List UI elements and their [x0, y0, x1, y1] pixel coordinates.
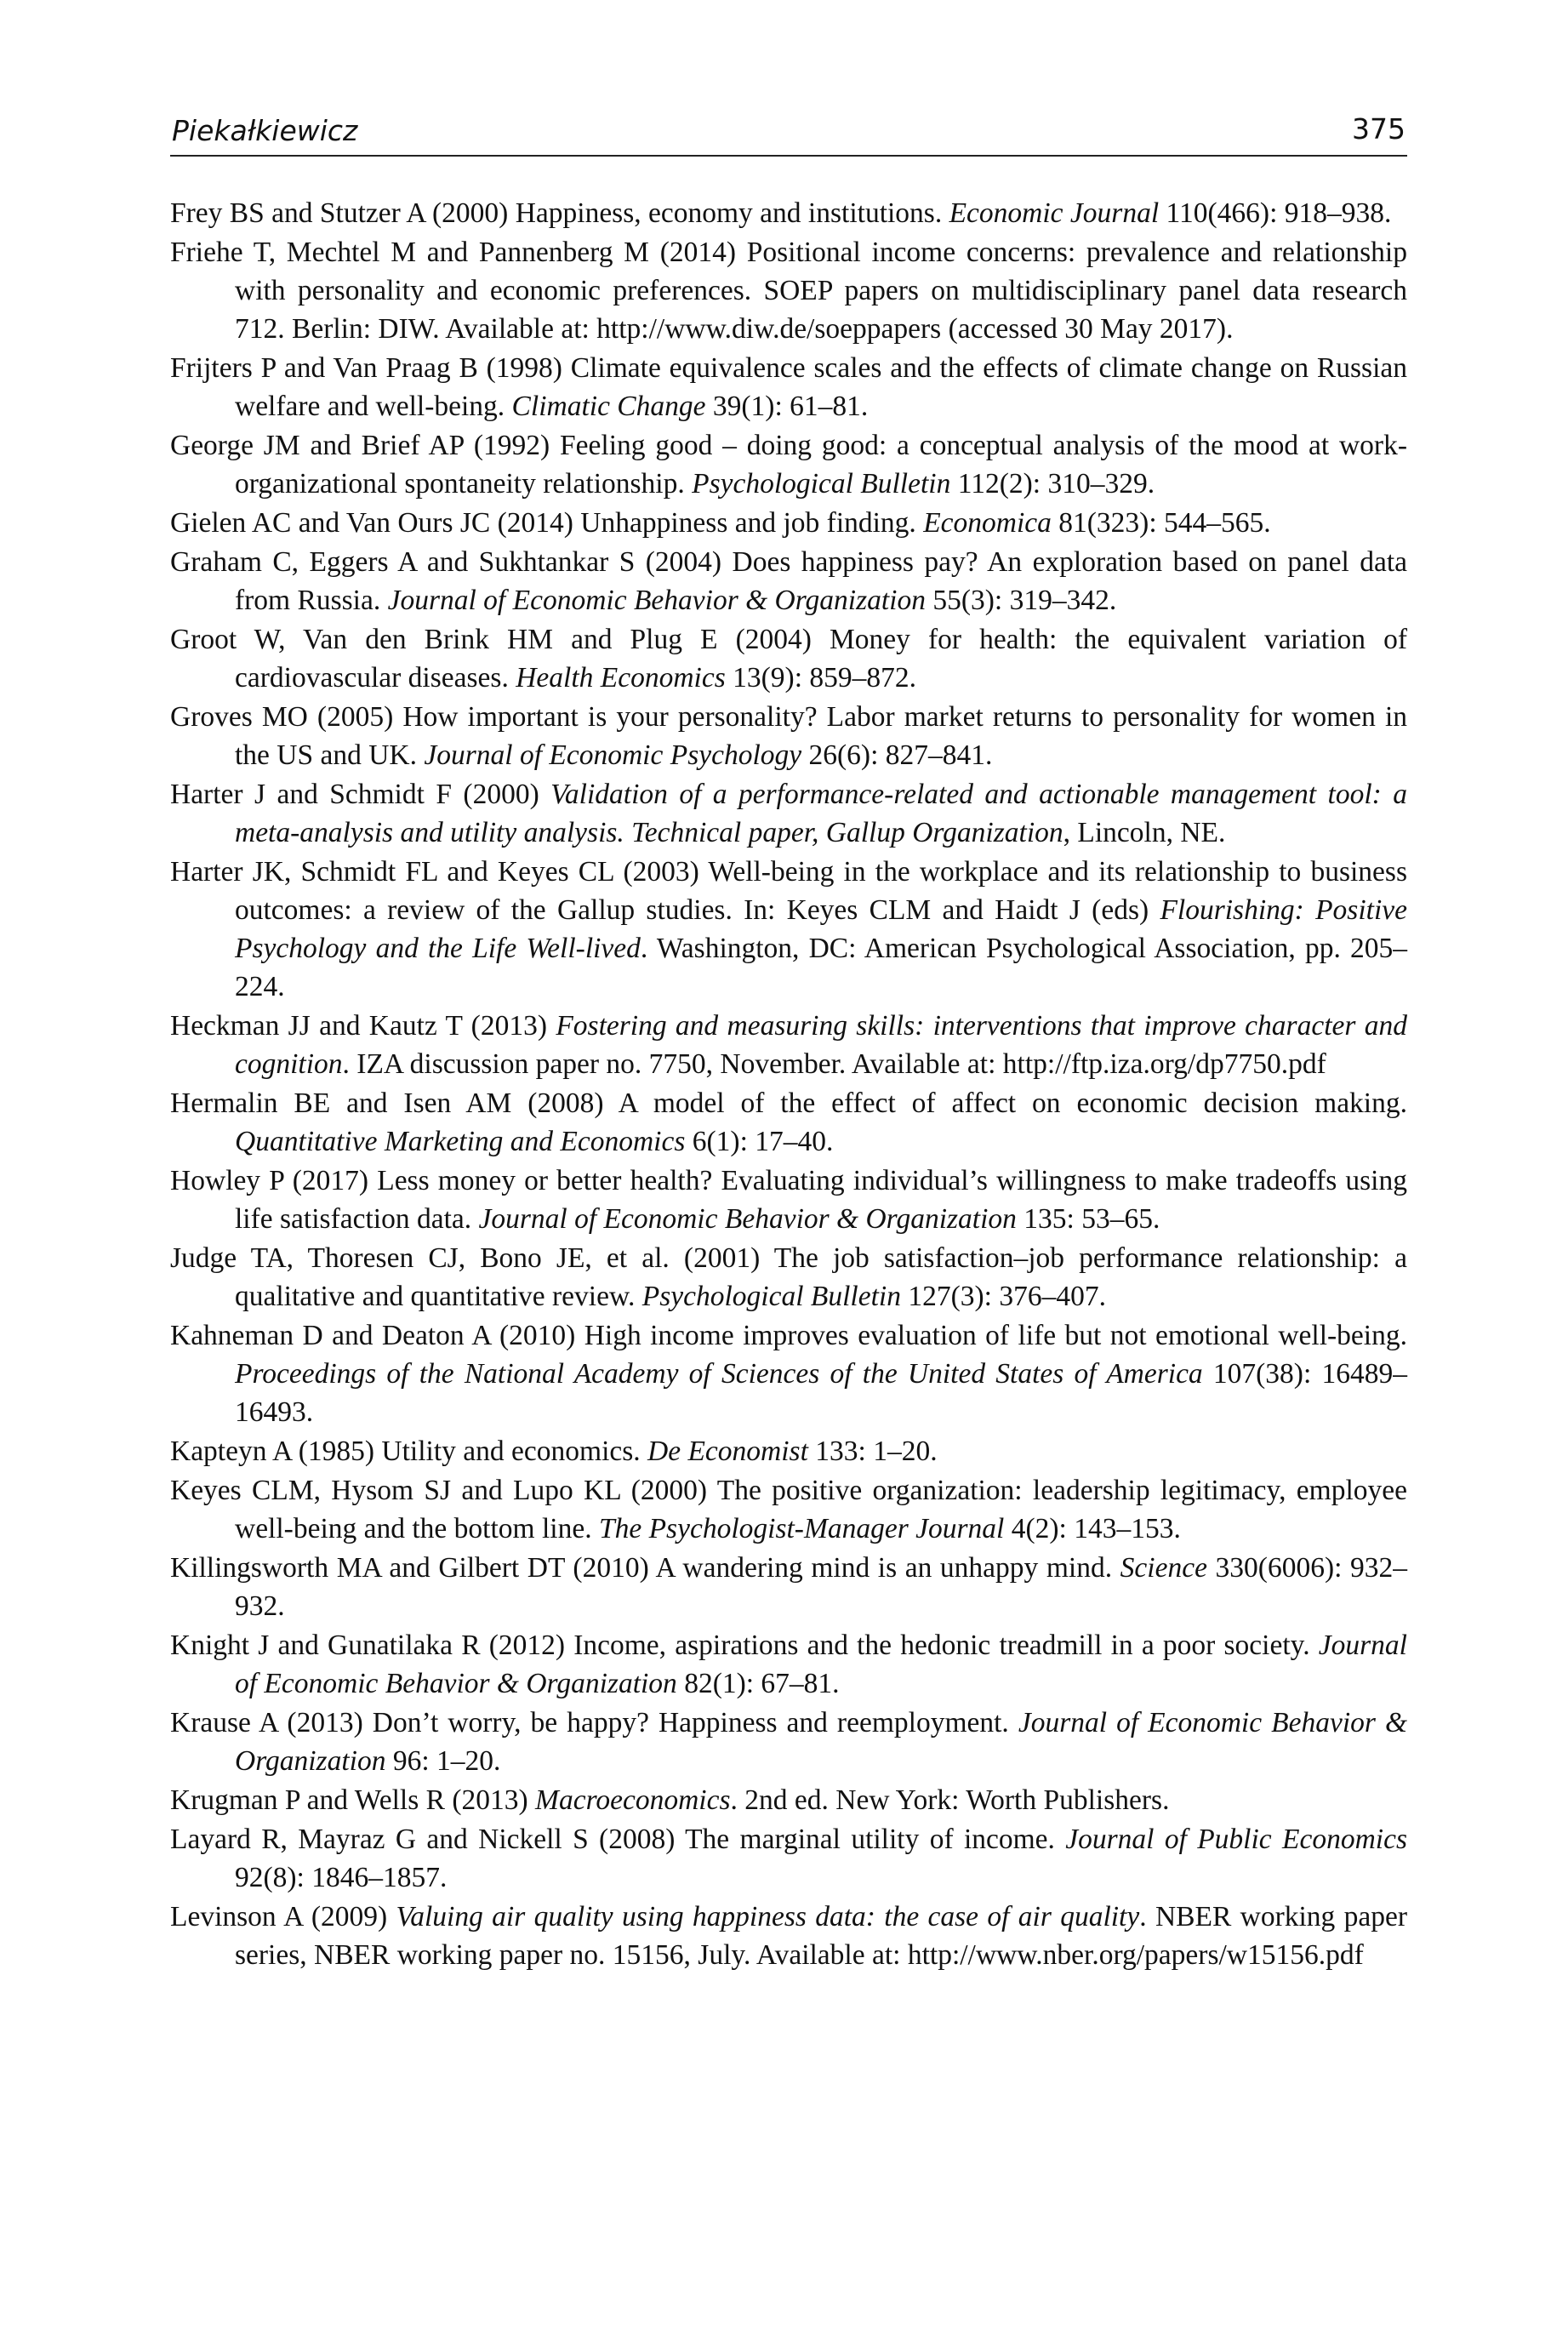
page-number: 375 — [1352, 112, 1405, 146]
reference-text-segment: 110(466): 918–938. — [1159, 197, 1392, 229]
reference-italic-segment: Economica — [923, 507, 1052, 539]
reference-italic-segment: Valuing air quality using happiness data: the case of air quality — [396, 1901, 1140, 1932]
reference-text-segment: Levinson A (2009) — [170, 1901, 396, 1932]
reference-text-segment: Graham C, Eggers A and Sukhtankar S (2004) Does happiness pay? An exploration based on panel data from Russia. — [170, 546, 1407, 616]
running-head: Piekałkiewicz — [172, 114, 358, 147]
reference-entry — [170, 1084, 1407, 1161]
reference-entry — [170, 698, 1407, 774]
reference-text-segment: . NBER working paper series, NBER working paper no. 15156, July. Available at: http://www.nber.org/papers/w15156.pdf — [235, 1901, 1408, 1971]
reference-text-segment: Knight J and Gunatilaka R (2012) Income, aspirations and the hedonic treadmill in a poor society. — [170, 1630, 1319, 1661]
reference-italic-segment: Journal of Economic Behavior & Organization — [387, 585, 926, 616]
reference-italic-segment: Journal of Economic Psychology — [424, 739, 802, 771]
reference-entry — [170, 233, 1407, 348]
reference-text-segment: . Washington, DC: American Psychological Association, pp. 205–224. — [235, 933, 1407, 1002]
reference-entry — [170, 1898, 1407, 1974]
reference-text-segment: 55(3): 319–342. — [926, 585, 1117, 616]
reference-text-segment: Harter J and Schmidt F (2000) — [170, 779, 551, 810]
reference-text-segment: 112(2): 310–329. — [950, 468, 1155, 500]
reference-entry — [170, 543, 1407, 619]
reference-text-segment: Frey BS and Stutzer A (2000) Happiness, economy and institutions. — [170, 197, 949, 229]
reference-italic-segment: Validation of a performance-related and actionable management tool: a meta-analysis and utility analysis. Technical paper, Gallup Organization — [235, 779, 1407, 848]
reference-entry — [170, 1432, 1407, 1470]
reference-text-segment: Heckman JJ and Kautz T (2013) — [170, 1010, 556, 1042]
reference-italic-segment: Journal of Economic Behavior & Organization — [235, 1630, 1407, 1699]
reference-text-segment: Krugman P and Wells R (2013) — [170, 1784, 536, 1816]
reference-text-segment: 127(3): 376–407. — [900, 1281, 1106, 1312]
reference-text-segment: Judge TA, Thoresen CJ, Bono JE, et al. (2001) The job satisfaction–job performance relationship: a qualitative and quantitative review. — [170, 1242, 1407, 1312]
reference-entry — [170, 775, 1407, 852]
reference-italic-segment: Flourishing: Positive Psychology and the Life Well-lived — [235, 894, 1407, 964]
reference-text-segment: Groves MO (2005) How important is your personality? Labor market returns to personality for women in the US and UK. — [170, 701, 1407, 771]
reference-text-segment: Kapteyn A (1985) Utility and economics. — [170, 1436, 648, 1467]
reference-text-segment: 96: 1–20. — [385, 1745, 501, 1777]
reference-text-segment: Friehe T, Mechtel M and Pannenberg M (2014) Positional income concerns: prevalence and relationship with personality and economic preferences. SOEP papers on multidisciplinary panel data research 712. Berlin: DIW. Available at: http://www.diw.de/soeppapers (accessed 30 May 2017). — [170, 237, 1407, 345]
reference-italic-segment: The Psychologist-Manager Journal — [598, 1513, 1005, 1544]
reference-italic-segment: Quantitative Marketing and Economics — [235, 1126, 686, 1157]
reference-entry — [170, 1549, 1407, 1625]
page-header — [170, 109, 1407, 157]
reference-text-segment: 39(1): 61–81. — [705, 391, 869, 422]
reference-entry — [170, 1820, 1407, 1897]
reference-italic-segment: Proceedings of the National Academy of Sciences of the United States of America — [235, 1358, 1203, 1390]
reference-italic-segment: Science — [1120, 1552, 1207, 1584]
reference-list — [170, 194, 1407, 1975]
reference-entry — [170, 504, 1407, 542]
reference-italic-segment: Fostering and measuring skills: interventions that improve character and cognition — [235, 1010, 1407, 1080]
reference-italic-segment: Macroeconomics — [535, 1784, 731, 1816]
reference-entry — [170, 1781, 1407, 1819]
reference-text-segment: Krause A (2013) Don’t worry, be happy? Happiness and reemployment. — [170, 1707, 1018, 1738]
reference-text-segment: 92(8): 1846–1857. — [235, 1862, 448, 1893]
reference-entry — [170, 194, 1407, 232]
reference-text-segment: 81(323): 544–565. — [1051, 507, 1271, 539]
reference-entry — [170, 853, 1407, 1006]
reference-text-segment: Killingsworth MA and Gilbert DT (2010) A wandering mind is an unhappy mind. — [170, 1552, 1120, 1584]
reference-italic-segment: Economic Journal — [949, 197, 1160, 229]
reference-text-segment: . IZA discussion paper no. 7750, November. Available at: http://ftp.iza.org/dp7750.pdf — [342, 1048, 1326, 1080]
reference-entry — [170, 426, 1407, 503]
reference-entry — [170, 1316, 1407, 1431]
reference-text-segment: Groot W, Van den Brink HM and Plug E (2004) Money for health: the equivalent variation of cardiovascular diseases. — [170, 624, 1407, 694]
reference-text-segment: 26(6): 827–841. — [801, 739, 993, 771]
reference-italic-segment: Journal of Public Economics — [1065, 1824, 1407, 1855]
reference-text-segment: 6(1): 17–40. — [685, 1126, 834, 1157]
reference-text-segment: 13(9): 859–872. — [725, 662, 917, 694]
reference-text-segment: Gielen AC and Van Ours JC (2014) Unhappiness and job finding. — [170, 507, 924, 539]
reference-italic-segment: Climatic Change — [511, 391, 706, 422]
reference-entry — [170, 1239, 1407, 1316]
reference-text-segment: 4(2): 143–153. — [1004, 1513, 1181, 1544]
reference-text-segment: Hermalin BE and Isen AM (2008) A model of the effect of affect on economic decision making. — [170, 1088, 1407, 1119]
reference-italic-segment: Psychological Bulletin — [692, 468, 951, 500]
reference-text-segment: Howley P (2017) Less money or better health? Evaluating individual’s willingness to make tradeoffs using life satisfaction data. — [170, 1165, 1407, 1235]
reference-italic-segment: Health Economics — [516, 662, 726, 694]
reference-text-segment: 82(1): 67–81. — [676, 1668, 840, 1699]
reference-entry — [170, 1471, 1407, 1548]
reference-entry — [170, 1007, 1407, 1083]
reference-text-segment: George JM and Brief AP (1992) Feeling good – doing good: a conceptual analysis of the mood at work-organizational spontaneity relationship. — [170, 430, 1407, 500]
reference-text-segment: Frijters P and Van Praag B (1998) Climate equivalence scales and the effects of climate change on Russian welfare and well-being. — [170, 352, 1407, 422]
reference-text-segment: 135: 53–65. — [1016, 1203, 1160, 1235]
reference-italic-segment: Psychological Bulletin — [641, 1281, 901, 1312]
reference-entry — [170, 1162, 1407, 1238]
reference-entry — [170, 1626, 1407, 1703]
reference-text-segment: Kahneman D and Deaton A (2010) High income improves evaluation of life but not emotional well-being. — [170, 1320, 1407, 1351]
reference-text-segment: . 2nd ed. New York: Worth Publishers. — [730, 1784, 1170, 1816]
reference-text-segment: Harter JK, Schmidt FL and Keyes CL (2003) Well-being in the workplace and its relationship to business outcomes: a review of the Gallup studies. In: Keyes CLM and Haidt J (eds) — [170, 856, 1407, 926]
reference-text-segment: 107(38): 16489–16493. — [235, 1358, 1407, 1428]
reference-entry — [170, 1704, 1407, 1780]
reference-italic-segment: Journal of Economic Behavior & Organization — [478, 1203, 1017, 1235]
reference-entry — [170, 620, 1407, 697]
reference-text-segment: Layard R, Mayraz G and Nickell S (2008) The marginal utility of income. — [170, 1824, 1066, 1855]
reference-text-segment: , Lincoln, NE. — [1063, 817, 1226, 848]
reference-text-segment: Keyes CLM, Hysom SJ and Lupo KL (2000) The positive organization: leadership legitimacy, employee well-being and the bottom line. — [170, 1475, 1407, 1544]
reference-italic-segment: De Economist — [647, 1436, 808, 1467]
reference-entry — [170, 349, 1407, 425]
reference-text-segment: 330(6006): 932–932. — [235, 1552, 1407, 1622]
reference-text-segment: 133: 1–20. — [807, 1436, 938, 1467]
reference-italic-segment: Journal of Economic Behavior & Organization — [235, 1707, 1407, 1777]
